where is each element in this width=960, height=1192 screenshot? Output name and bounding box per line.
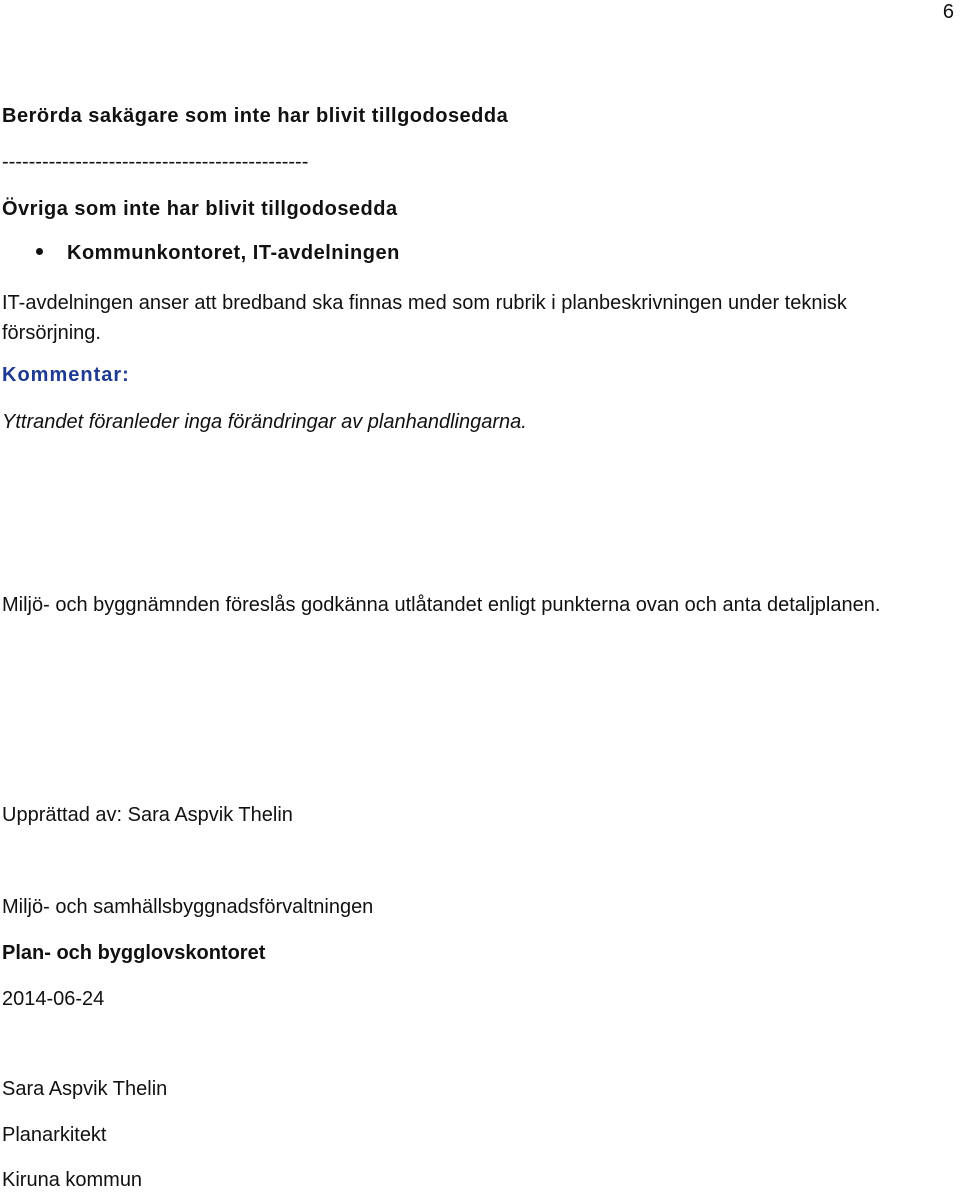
signer-name: Sara Aspvik Thelin [2,1078,168,1100]
section-heading-affected-parties: Berörda sakägare som inte har blivit tillgodosedda [2,105,509,127]
comment-text: Yttrandet föranleder inga förändringar av planhandlingarna. [2,411,527,433]
bullet-item-label: Kommunkontoret, IT-avdelningen [67,242,400,264]
section-divider: ---------------------------------------------- [2,151,309,173]
bullet-item [36,241,400,265]
page-number: 6 [942,1,954,23]
section-heading-others: Övriga som inte har blivit tillgodosedda [2,198,398,220]
decision-paragraph: Miljö- och byggnämnden föreslås godkänna utlåtandet enligt punkterna ovan och anta detaljplanen. [2,594,881,616]
prepared-by: Upprättad av: Sara Aspvik Thelin [2,804,293,826]
comment-label: Kommentar: [2,364,130,386]
document-date: 2014-06-24 [2,988,105,1010]
signer-title: Planarkitekt [2,1124,107,1146]
statement-paragraph: IT-avdelningen anser att bredband ska finnas med som rubrik i planbeskrivningen under teknisk försörjning. [2,292,847,344]
bullet-icon [36,248,43,255]
office-name: Plan- och bygglovskontoret [2,942,266,964]
department-name: Miljö- och samhällsbyggnadsförvaltningen [2,896,374,918]
municipality-name: Kiruna kommun [2,1169,143,1191]
